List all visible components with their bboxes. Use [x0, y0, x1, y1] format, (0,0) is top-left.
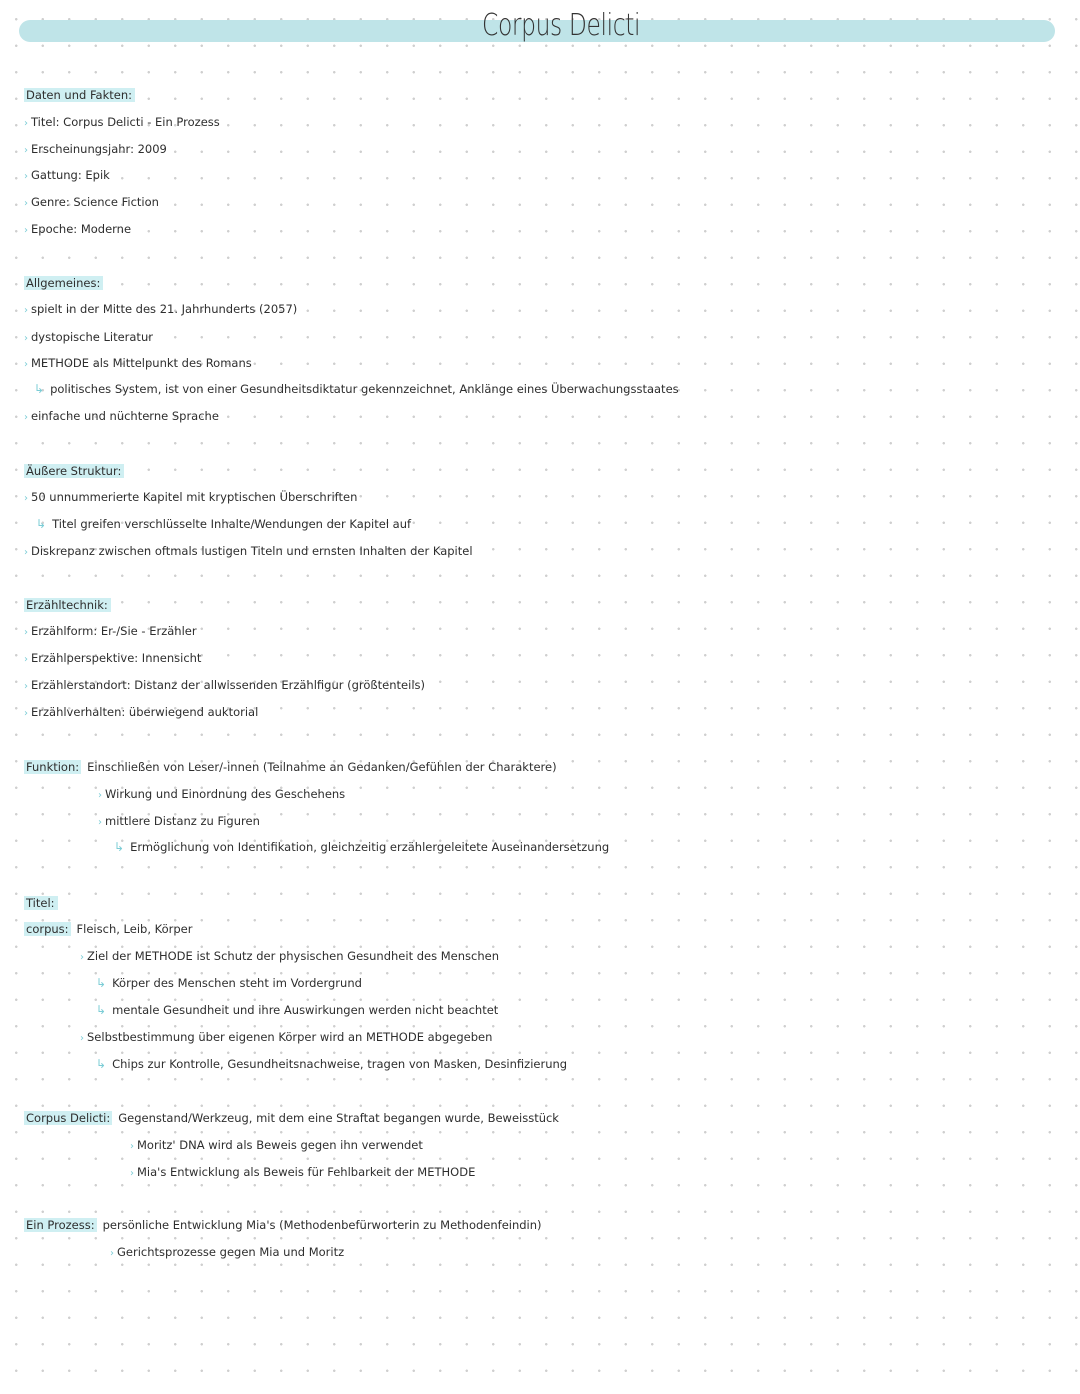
bullet-icon: › [98, 817, 102, 828]
bullet-icon: › [24, 681, 28, 692]
bullet-icon: › [24, 627, 28, 638]
daten-gattung: › Gattung: Epik [24, 168, 110, 182]
bullet-icon: › [130, 1168, 134, 1179]
bullet-icon: › [24, 305, 28, 316]
erzaehltechnik-line: › Erzählerstandort: Distanz der allwissenden Erzählfigur (größtenteils) [24, 678, 425, 692]
bullet-icon: › [24, 708, 28, 719]
arrow-icon: ↳ [96, 976, 107, 990]
bullet-icon: › [80, 952, 84, 963]
bullet-icon: › [24, 145, 28, 156]
daten-jahr: › Erscheinungsjahr: 2009 [24, 142, 167, 156]
struktur-line: › 50 unnummerierte Kapitel mit kryptischen Überschriften [24, 490, 358, 504]
allgemeines-subline: ↳ politisches System, ist von einer Gesundheitsdiktatur gekennzeichnet, Anklänge eines Überwachungsstaates [34, 382, 679, 396]
section-heading-titel: Titel: [24, 896, 58, 910]
delicti-label: Corpus Delicti: [26, 1111, 111, 1125]
corpus-subline: ↳ Körper des Menschen steht im Vordergrund [96, 976, 362, 990]
bullet-icon: › [24, 225, 28, 236]
prozess-subline: › Gerichtsprozesse gegen Mia und Moritz [110, 1245, 345, 1259]
bullet-icon: › [98, 790, 102, 801]
bullet-icon: › [24, 547, 28, 558]
delicti-subline: › Mia's Entwicklung als Beweis für Fehlbarkeit der METHODE [130, 1165, 476, 1179]
struktur-line: › Diskrepanz zwischen oftmals lustigen Titeln und ernsten Inhalten der Kapitel [24, 544, 473, 558]
corpus-line: corpus: Fleisch, Leib, Körper [26, 922, 193, 936]
erzaehltechnik-line: › Erzählverhalten: überwiegend auktorial [24, 705, 259, 719]
bullet-icon: › [130, 1141, 134, 1152]
page-title: Corpus Delicti [482, 8, 641, 43]
funktion-line: Funktion: Einschließen von Leser/-innen (Teilnahme an Gedanken/Gefühlen der Charaktere) [26, 760, 557, 774]
section-heading-allgemeines: Allgemeines: [24, 276, 103, 290]
struktur-subline: ↳ Titel greifen verschlüsselte Inhalte/Wendungen der Kapitel auf [36, 517, 412, 531]
bullet-icon: › [24, 359, 28, 370]
daten-epoche: › Epoche: Moderne [24, 222, 132, 236]
delicti-line: Corpus Delicti: Gegenstand/Werkzeug, mit dem eine Straftat begangen wurde, Beweisstück [26, 1111, 559, 1125]
allgemeines-line: › spielt in der Mitte des 21. Jahrhunderts (2057) [24, 302, 298, 316]
delicti-subline: › Moritz' DNA wird als Beweis gegen ihn verwendet [130, 1138, 423, 1152]
daten-titel: › Titel: Corpus Delicti - Ein Prozess [24, 115, 220, 129]
prozess-line: Ein Prozess: persönliche Entwicklung Mia's (Methodenbefürworterin zu Methodenfeindin) [26, 1218, 542, 1232]
corpus-subline: ↳ Chips zur Kontrolle, Gesundheitsnachweise, tragen von Masken, Desinfizierung [96, 1057, 568, 1071]
bullet-icon: › [24, 333, 28, 344]
allgemeines-line: › METHODE als Mittelpunkt des Romans [24, 356, 252, 370]
section-heading-daten: Daten und Fakten: [24, 88, 135, 102]
arrow-icon: ↳ [96, 1057, 107, 1071]
corpus-subline: › Selbstbestimmung über eigenen Körper wird an METHODE abgegeben [80, 1030, 493, 1044]
arrow-icon: ↳ [96, 1003, 107, 1017]
section-heading-struktur: Äußere Struktur: [24, 464, 124, 478]
erzaehltechnik-line: › Erzählform: Er-/Sie - Erzähler [24, 624, 197, 638]
bullet-icon: › [110, 1248, 114, 1259]
corpus-subline: ↳ mentale Gesundheit und ihre Auswirkungen werden nicht beachtet [96, 1003, 499, 1017]
erzaehltechnik-line: › Erzählperspektive: Innensicht [24, 651, 202, 665]
corpus-label: corpus: [26, 922, 69, 936]
prozess-label: Ein Prozess: [26, 1218, 95, 1232]
bullet-icon: › [24, 198, 28, 209]
bullet-icon: › [24, 171, 28, 182]
corpus-subline: › Ziel der METHODE ist Schutz der physischen Gesundheit des Menschen [80, 949, 500, 963]
arrow-icon: ↳ [34, 382, 45, 396]
bullet-icon: › [24, 493, 28, 504]
allgemeines-line: › einfache und nüchterne Sprache [24, 409, 219, 423]
arrow-icon: ↳ [114, 840, 125, 854]
funktion-subline: ↳ Ermöglichung von Identifikation, gleichzeitig erzählergeleitete Auseinandersetzung [114, 840, 610, 854]
arrow-icon: ↳ [36, 517, 47, 531]
funktion-subline: › Wirkung und Einordnung des Geschehens [98, 787, 346, 801]
allgemeines-line: › dystopische Literatur [24, 330, 153, 344]
bullet-icon: › [24, 118, 28, 129]
section-heading-erzaehltechnik: Erzähltechnik: [24, 598, 111, 612]
bullet-icon: › [24, 654, 28, 665]
funktion-subline: › mittlere Distanz zu Figuren [98, 814, 260, 828]
bullet-icon: › [24, 412, 28, 423]
bullet-icon: › [80, 1033, 84, 1044]
funktion-label: Funktion: [26, 760, 80, 774]
daten-genre: › Genre: Science Fiction [24, 195, 159, 209]
